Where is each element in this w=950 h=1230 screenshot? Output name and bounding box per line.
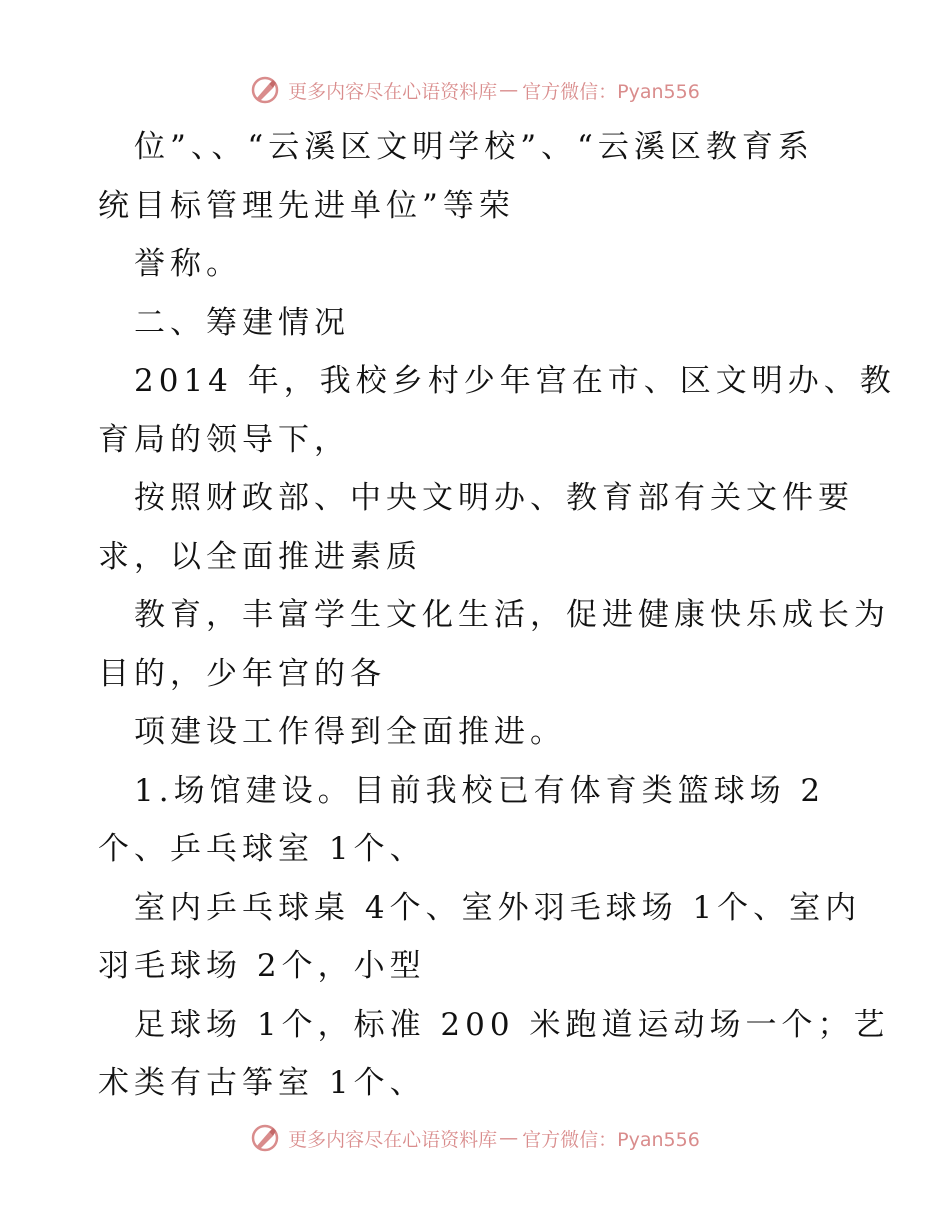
body-line: 2014 年，我校乡村少年宫在市、区文明办、教 [134, 363, 896, 399]
section-heading: 二、筹建情况 [134, 304, 350, 341]
body-line: 誉称。 [134, 246, 242, 282]
watermark-footer [0, 1118, 950, 1158]
watermark-header [0, 70, 950, 110]
body-line: 育局的领导下， [98, 421, 350, 458]
body-line: 统目标管理先进单位”等荣 [98, 187, 515, 224]
body-line: 按照财政部、中央文明办、教育部有关文件要 [134, 480, 854, 516]
body-line: 求，以全面推进素质 [98, 538, 422, 575]
watermark-text: 更多内容尽在心语资料库 [288, 80, 498, 103]
body-line: 1.场馆建设。目前我校已有体育类篮球场 2 [134, 772, 826, 809]
body-line: 个、乒乓球室 1个、 [98, 831, 426, 867]
watermark-text: 更多内容尽在心语资料库 [288, 1128, 498, 1151]
body-line: 足球场 1个，标准 200 米跑道运动场一个；艺 [134, 1006, 890, 1043]
pen-nib-logo-icon [250, 75, 280, 105]
body-line: 教育，丰富学生文化生活，促进健康快乐成长为 [134, 597, 890, 633]
body-line: 项建设工作得到全面推进。 [134, 714, 566, 750]
body-line: 目的，少年宫的各 [98, 655, 386, 692]
pen-nib-logo-icon [250, 1123, 280, 1153]
watermark-separator: — [499, 1127, 519, 1149]
body-line: 术类有古筝室 1个、 [98, 1065, 426, 1101]
body-line: 室内乒乓球桌 4个、室外羽毛球场 1个、室内 [134, 889, 862, 926]
watermark-contact: 官方微信：Pyan556 [522, 80, 700, 103]
body-line: 位”、、“云溪区文明学校”、“云溪区教育系 [134, 129, 814, 165]
body-line: 羽毛球场 2个，小型 [98, 948, 426, 984]
document-body [98, 118, 896, 1113]
watermark-separator: — [499, 79, 519, 101]
watermark-contact: 官方微信：Pyan556 [522, 1128, 700, 1151]
